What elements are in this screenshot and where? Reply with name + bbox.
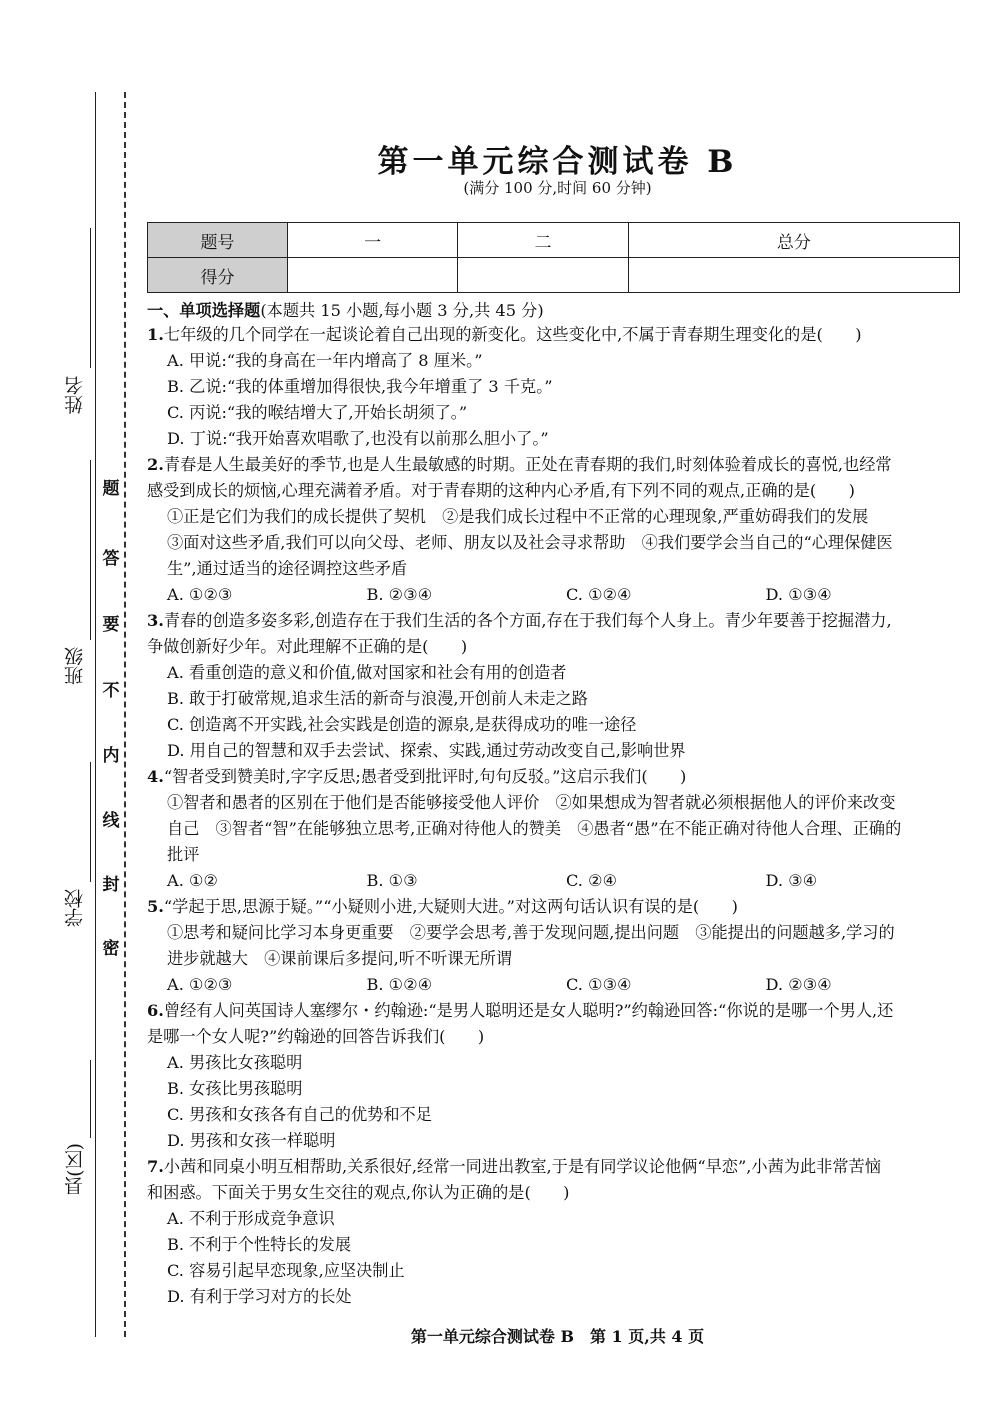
question-item: C. 丙说:“我的喉结增大了,开始长胡须了。” xyxy=(167,403,468,422)
question-stem xyxy=(147,634,965,660)
question-stem-text: 七年级的几个同学在一起谈论着自己出现的新变化。这些变化中,不属于青春期生理变化的是( ) xyxy=(163,325,862,344)
question-stem-text: “智者受到赞美时,字字反思;愚者受到批评时,句句反驳。”这启示我们( ) xyxy=(163,767,687,786)
score-table-score-row xyxy=(148,258,960,293)
question-number: 2. xyxy=(147,455,164,474)
question-block xyxy=(147,894,965,998)
question-stem-text: 小茜和同桌小明互相帮助,关系很好,经常一同进出教室,于是有同学议论他俩“早恋”,小茜为此非常苦恼 xyxy=(163,1157,881,1176)
class-field[interactable] xyxy=(58,460,92,690)
question-item: ①思考和疑问比学习本身更重要 ②要学会思考,善于发现问题,提出问题 ③能提出的问题越多,学习的 xyxy=(167,923,895,942)
question-stem-text: 青春的创造多姿多彩,创造存在于我们生活的各个方面,存在于我们每个人身上。青少年要善于挖掘潜力, xyxy=(163,611,892,630)
question-stem xyxy=(147,452,965,478)
question-item: ①正是它们为我们的成长提供了契机 ②是我们成长过程中不正常的心理现象,严重妨碍我们的发展 xyxy=(167,507,869,526)
question-stem-text: 曾经有人问英国诗人塞缪尔・约翰逊:“是男人聪明还是女人聪明?”约翰逊回答:“你说的是哪一个男人,还 xyxy=(163,1001,894,1020)
question-stem-text: 争做创新好少年。对此理解不正确的是( ) xyxy=(147,637,468,656)
score-table-cell: 二 xyxy=(458,223,628,258)
question-item: B. 女孩比男孩聪明 xyxy=(167,1079,303,1098)
question-item: C. 容易引起早恋现象,应坚决制止 xyxy=(167,1261,405,1280)
question-number: 7. xyxy=(147,1157,164,1176)
question-stem xyxy=(147,764,965,790)
question-item: 进步就越大 ④课前课后多提问,听不听课无所谓 xyxy=(167,949,513,968)
answer-option[interactable]: C. ②④ xyxy=(566,871,618,890)
question-stem xyxy=(147,1154,965,1180)
question-stem xyxy=(147,478,965,504)
score-table-cell: 总分 xyxy=(628,223,959,258)
question-number: 1. xyxy=(147,325,164,344)
answer-options xyxy=(147,972,965,998)
question-stem-text: 青春是人生最美好的季节,也是人生最敏感的时期。正处在青春期的我们,时刻体验着成长的喜悦,也经常 xyxy=(163,455,892,474)
question-block xyxy=(147,998,965,1154)
question-item: D. 用自己的智慧和双手去尝试、探索、实践,通过劳动改变自己,影响世界 xyxy=(167,741,686,760)
answer-option[interactable]: B. ②③④ xyxy=(366,585,433,604)
question-item: D. 男孩和女孩一样聪明 xyxy=(167,1131,336,1150)
question-block xyxy=(147,322,965,452)
page-title: 第一单元综合测试卷 B xyxy=(377,144,738,180)
question-item: C. 创造离不开实践,社会实践是创造的源泉,是获得成功的唯一途径 xyxy=(167,715,637,734)
answer-option[interactable]: D. ①③④ xyxy=(765,585,832,604)
score-table-cell: 一 xyxy=(288,223,458,258)
school-label: 学校 xyxy=(64,889,86,927)
questions xyxy=(147,322,965,1310)
question-block xyxy=(147,1154,965,1310)
question-stem-text: 和困惑。下面关于男女生交往的观点,你认为正确的是( ) xyxy=(147,1183,570,1202)
question-item: ①智者和愚者的区别在于他们是否能够接受他人评价 ②如果想成为智者就必须根据他人的评价来改变 xyxy=(167,793,896,812)
seal-char: 题 xyxy=(102,479,120,499)
question-item: C. 男孩和女孩各有自己的优势和不足 xyxy=(167,1105,432,1124)
binding-dashed-line xyxy=(124,92,126,1337)
question-list xyxy=(147,300,965,1310)
answer-option[interactable]: C. ①③④ xyxy=(566,975,632,994)
question-stem-text: 感受到成长的烦恼,心理充满着矛盾。对于青春期的这种内心矛盾,有下列不同的观点,正确的是( ) xyxy=(147,481,855,500)
section-heading xyxy=(147,300,965,322)
score-input-cell[interactable] xyxy=(628,258,959,293)
question-item: A. 不利于形成竞争意识 xyxy=(167,1209,335,1228)
question-item: B. 乙说:“我的体重增加得很快,我今年增重了 3 千克。” xyxy=(167,377,553,396)
question-number: 5. xyxy=(147,897,164,916)
question-block xyxy=(147,608,965,764)
question-stem xyxy=(147,322,965,348)
name-field[interactable] xyxy=(58,228,92,418)
answer-option[interactable]: D. ③④ xyxy=(765,871,818,890)
seal-char: 要 xyxy=(102,615,120,635)
question-item: 批评 xyxy=(167,845,200,864)
county-field[interactable] xyxy=(58,1060,92,1200)
name-label: 姓名 xyxy=(64,376,86,414)
county-label: 县(区) xyxy=(64,1143,86,1196)
seal-char: 答 xyxy=(102,549,120,569)
score-table-cell: 题号 xyxy=(148,223,288,258)
answer-option[interactable]: D. ②③④ xyxy=(765,975,832,994)
answer-options xyxy=(147,868,965,894)
question-stem-text: 是哪一个女人呢?”约翰逊的回答告诉我们( ) xyxy=(147,1027,485,1046)
question-item: A. 甲说:“我的身高在一年内增高了 8 厘米。” xyxy=(167,351,483,370)
seal-char: 不 xyxy=(102,681,120,701)
answer-option[interactable]: A. ①②③ xyxy=(167,975,233,994)
question-item: D. 有利于学习对方的长处 xyxy=(167,1287,352,1306)
binding-solid-line xyxy=(95,92,96,1337)
section-note: (本题共 15 小题,每小题 3 分,共 45 分) xyxy=(260,301,544,320)
answer-option[interactable]: B. ①③ xyxy=(366,871,418,890)
answer-options xyxy=(147,582,965,608)
question-item: ③面对这些矛盾,我们可以向父母、老师、朋友以及社会寻求帮助 ④我们要学会当自己的“心理保健医 xyxy=(167,533,893,552)
question-number: 4. xyxy=(147,767,164,786)
score-table-header-row xyxy=(148,223,960,258)
question-item: D. 丁说:“我开始喜欢唱歌了,也没有以前那么胆小了。” xyxy=(167,429,549,448)
page-footer: 第一单元综合测试卷 B 第 1 页,共 4 页 xyxy=(410,1327,705,1346)
answer-option[interactable]: A. ①②③ xyxy=(167,585,233,604)
score-input-cell[interactable] xyxy=(288,258,458,293)
question-stem xyxy=(147,608,965,634)
page-subtitle: (满分 100 分,时间 60 分钟) xyxy=(463,179,652,197)
question-block xyxy=(147,764,965,894)
score-input-cell[interactable] xyxy=(458,258,628,293)
question-stem xyxy=(147,1024,965,1050)
class-label: 班级 xyxy=(64,647,86,685)
seal-char: 封 xyxy=(102,875,120,895)
question-number: 3. xyxy=(147,611,164,630)
seal-char: 线 xyxy=(102,811,120,831)
seal-char: 内 xyxy=(102,746,120,766)
section-title: 一、单项选择题 xyxy=(147,301,261,320)
question-item: A. 男孩比女孩聪明 xyxy=(167,1053,303,1072)
seal-char: 密 xyxy=(102,939,120,959)
question-stem xyxy=(147,1180,965,1206)
answer-option[interactable]: A. ①② xyxy=(167,871,219,890)
answer-option[interactable]: B. ①②④ xyxy=(366,975,433,994)
score-table-cell: 得分 xyxy=(148,258,288,293)
answer-option[interactable]: C. ①②④ xyxy=(566,585,632,604)
question-item: 生”,通过适当的途径调控这些矛盾 xyxy=(167,559,408,578)
question-stem xyxy=(147,894,965,920)
question-block xyxy=(147,452,965,608)
question-number: 6. xyxy=(147,1001,164,1020)
question-stem-text: “学起于思,思源于疑。”“小疑则小进,大疑则大进。”对这两句话认识有误的是( ) xyxy=(163,897,738,916)
question-item: B. 敢于打破常规,追求生活的新奇与浪漫,开创前人未走之路 xyxy=(167,689,588,708)
question-item: A. 看重创造的意义和价值,做对国家和社会有用的创造者 xyxy=(167,663,567,682)
score-table xyxy=(147,222,960,293)
question-stem xyxy=(147,998,965,1024)
question-item: 自己 ③智者“智”在能够独立思考,正确对待他人的赞美 ④愚者“愚”在不能正确对待他人合理、正确的 xyxy=(167,819,902,838)
school-field[interactable] xyxy=(58,762,92,932)
question-item: B. 不利于个性特长的发展 xyxy=(167,1235,352,1254)
